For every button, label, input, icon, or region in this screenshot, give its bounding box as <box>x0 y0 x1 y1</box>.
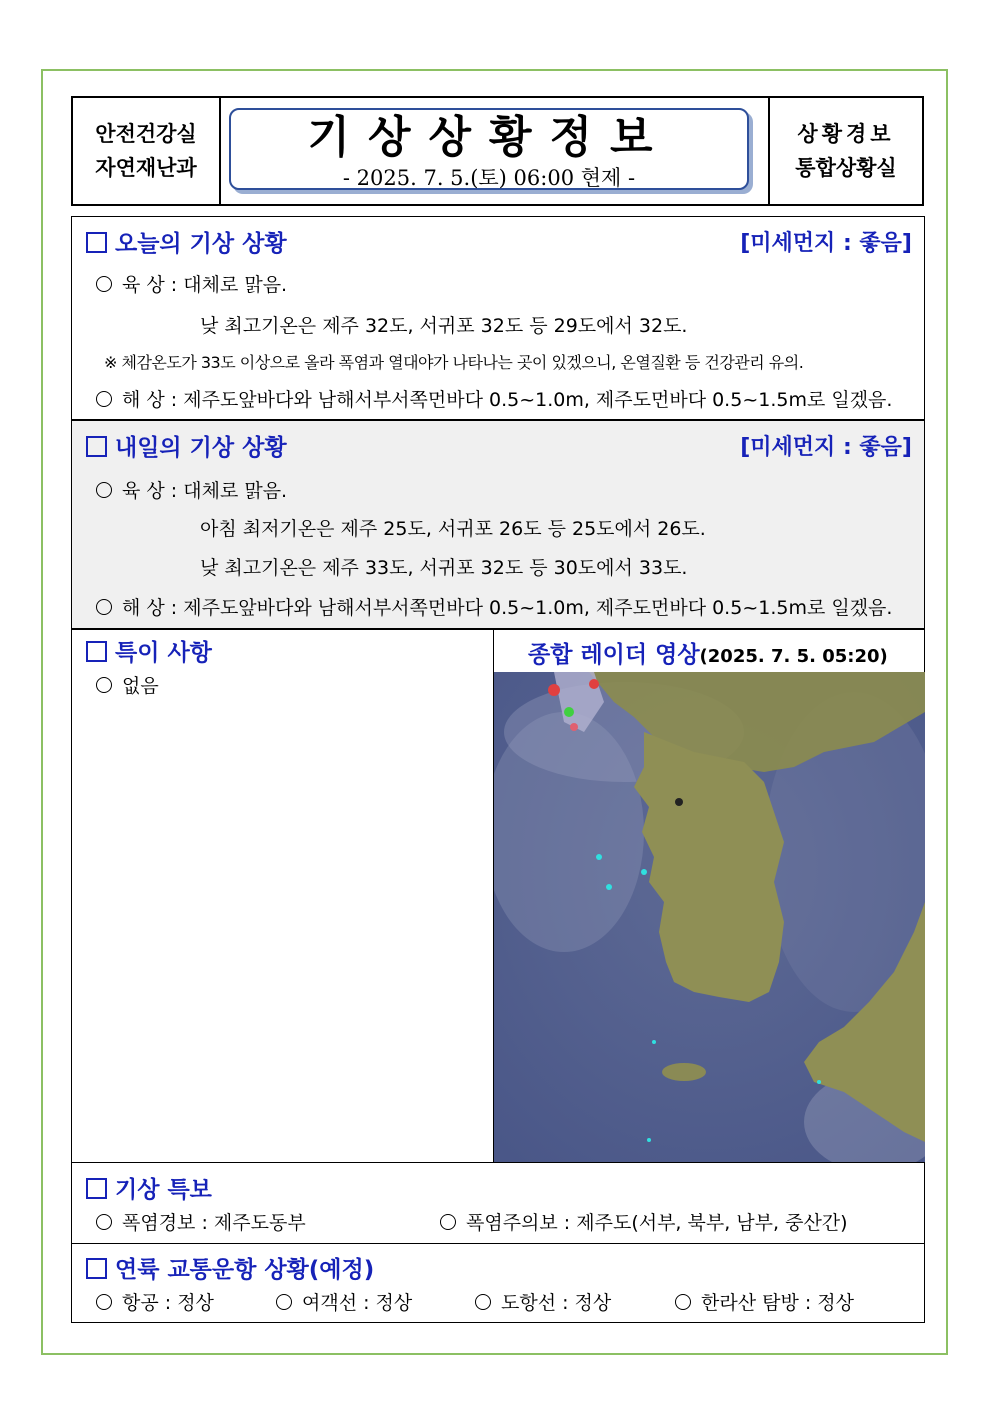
radar-echo <box>564 707 574 717</box>
warnings-heading: 기상 특보 <box>86 1171 212 1204</box>
radar-site-marker <box>675 798 683 806</box>
circle-bullet-icon <box>276 1294 292 1310</box>
header-office <box>768 96 924 206</box>
radar-echo <box>652 1040 656 1044</box>
tomorrow-sea: 해 상 : 제주도앞바다와 남해서부서쪽먼바다 0.5~1.0m, 제주도먼바다 0.5~1.5m로 일겠음. <box>96 593 892 620</box>
dept-line1: 안전건강실 <box>95 122 197 146</box>
office-line2: 통합상황실 <box>795 156 897 180</box>
today-heading: 오늘의 기상 상황 <box>86 225 287 258</box>
checkbox-icon <box>86 232 107 253</box>
radar-heading: 종합 레이더 영상(2025. 7. 5. 05:20) <box>528 642 888 668</box>
radar-echo <box>596 854 602 860</box>
dept-line2: 자연재난과 <box>95 156 197 180</box>
radar-image <box>494 672 925 1162</box>
traffic-item-4: 한라산 탐방 : 정상 <box>675 1288 854 1315</box>
circle-bullet-icon <box>96 1214 112 1230</box>
tomorrow-land-min: 아침 최저기온은 제주 25도, 서귀포 26도 등 25도에서 26도. <box>200 518 706 540</box>
circle-bullet-icon <box>675 1294 691 1310</box>
checkbox-icon <box>86 1258 107 1279</box>
traffic-heading: 연륙 교통운항 상황(예정) <box>86 1251 374 1284</box>
checkbox-icon <box>86 641 107 662</box>
radar-echo <box>647 1138 651 1142</box>
radar-echo <box>817 1080 821 1084</box>
circle-bullet-icon <box>96 391 112 407</box>
today-dust: [미세먼지 : 좋음] <box>740 231 912 256</box>
today-sea: 해 상 : 제주도앞바다와 남해서부서쪽먼바다 0.5~1.0m, 제주도먼바다 0.5~1.5m로 일겠음. <box>96 385 892 412</box>
checkbox-icon <box>86 1178 107 1199</box>
circle-bullet-icon <box>96 677 112 693</box>
radar-echo <box>570 723 578 731</box>
page-subtitle: - 2025. 7. 5.(토) 06:00 현제 - <box>342 166 636 190</box>
tomorrow-land: 육 상 : 대체로 맑음. <box>96 476 287 503</box>
office-line1: 상황경보 <box>797 122 895 146</box>
warning-item-2: 폭염주의보 : 제주도(서부, 북부, 남부, 중산간) <box>440 1208 848 1235</box>
traffic-item-3: 도항선 : 정상 <box>475 1288 611 1315</box>
radar-echo <box>606 884 612 890</box>
radar-map-graphic <box>494 672 925 1162</box>
tomorrow-land-max: 낮 최고기온은 제주 33도, 서귀포 32도 등 30도에서 33도. <box>200 557 688 579</box>
tomorrow-dust: [미세먼지 : 좋음] <box>740 435 912 460</box>
today-land: 육 상 : 대체로 맑음. <box>96 270 287 297</box>
radar-echo <box>548 684 560 696</box>
header-title-area <box>221 96 768 206</box>
special-section <box>71 629 494 1163</box>
circle-bullet-icon <box>96 276 112 292</box>
circle-bullet-icon <box>440 1214 456 1230</box>
radar-echo <box>589 679 599 689</box>
circle-bullet-icon <box>96 599 112 615</box>
traffic-item-1: 항공 : 정상 <box>96 1288 214 1315</box>
today-note: ※ 체감온도가 33도 이상으로 올라 폭염과 열대야가 나타나는 곳이 있겠으니, 온열질환 등 건강관리 유의. <box>104 353 804 372</box>
title-box <box>229 108 749 190</box>
tomorrow-heading: 내일의 기상 상황 <box>86 429 287 462</box>
special-heading: 특이 사항 <box>86 634 212 667</box>
jeju-island <box>662 1063 706 1081</box>
circle-bullet-icon <box>96 482 112 498</box>
header-dept <box>71 96 221 206</box>
today-land-temp: 낮 최고기온은 제주 32도, 서귀포 32도 등 29도에서 32도. <box>200 315 688 337</box>
circle-bullet-icon <box>475 1294 491 1310</box>
warning-item-1: 폭염경보 : 제주도동부 <box>96 1208 306 1235</box>
special-item: 없음 <box>96 671 159 698</box>
circle-bullet-icon <box>96 1294 112 1310</box>
traffic-item-2: 여객선 : 정상 <box>276 1288 412 1315</box>
page-title: 기상상황정보 <box>307 112 671 163</box>
radar-echo <box>641 869 647 875</box>
checkbox-icon <box>86 436 107 457</box>
